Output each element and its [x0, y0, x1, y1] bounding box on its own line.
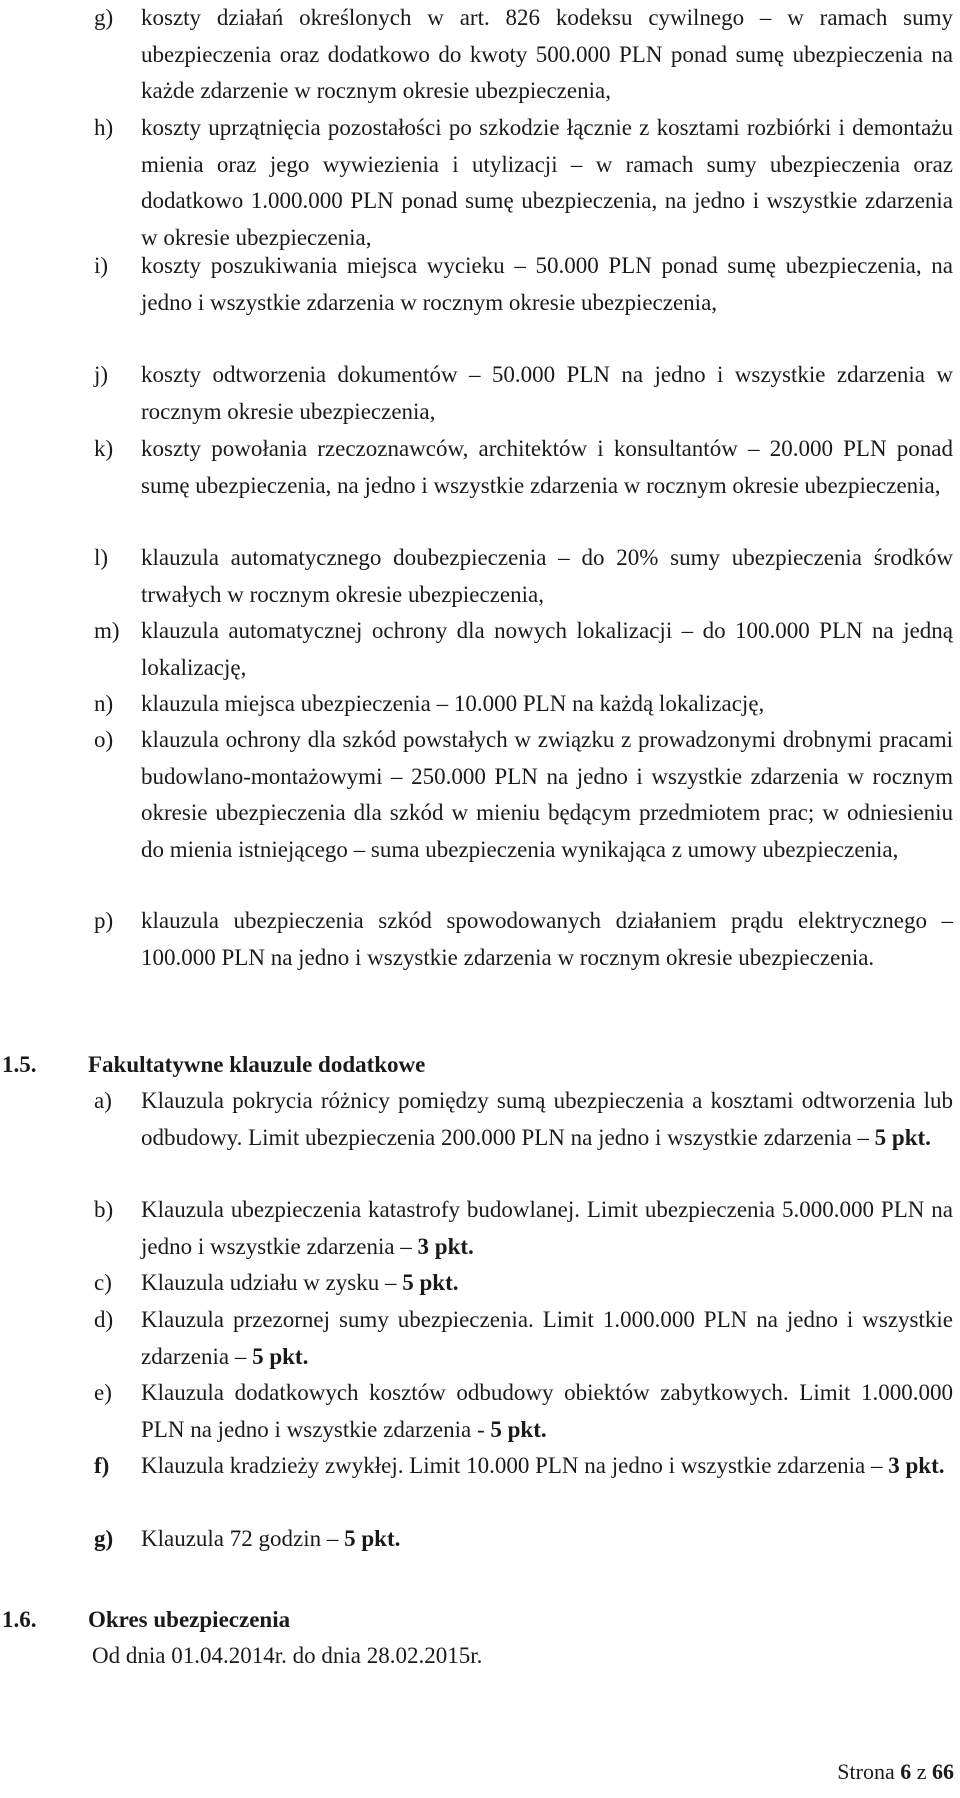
list-item-label: k): [94, 436, 114, 461]
list-item-text: klauzula ochrony dla szkód powstałych w związku z prowadzonymi drobnymi pracami budowlano-montażowymi – 250.000 PLN na jedno i wszystkie zdarzenia w rocznym okresie ubezpieczenia dla szkód w mieniu będącym przedmiotem prac; w odniesieniu do mienia istniejącego – suma ubezpieczenia wynikająca z umowy ubezpieczenia,: [141, 727, 953, 862]
list-item-p: [94, 903, 954, 976]
page-number-footer: Strona 6 z 66: [837, 1759, 954, 1784]
clause-text: Klauzula pokrycia różnicy pomiędzy sumą ubezpieczenia a kosztami odtworzenia lub odbudowy. Limit ubezpieczenia 200.000 PLN na jedno i wszystkie zdarzenia – 5 pkt.: [141, 1088, 953, 1150]
list-item-label: h): [94, 115, 114, 140]
list-item-label: m): [94, 618, 120, 643]
list-item-label: f): [94, 1453, 110, 1478]
list-item-label: p): [94, 908, 114, 933]
list-item-label: g): [94, 1526, 114, 1551]
list-item-i: [94, 248, 954, 321]
clause-text: Klauzula 72 godzin – 5 pkt.: [141, 1526, 401, 1551]
list-item-o: [94, 722, 954, 868]
list-item-label: e): [94, 1380, 112, 1405]
list-item-text: koszty poszukiwania miejsca wycieku – 50.000 PLN ponad sumę ubezpieczenia, na jedno i wszystkie zdarzenia w rocznym okresie ubezpieczenia,: [141, 253, 953, 315]
points-value: 5 pkt.: [490, 1416, 547, 1442]
list-item-g: [94, 0, 954, 110]
points-value: 5 pkt.: [344, 1526, 401, 1551]
clause-item-b: [94, 1192, 954, 1265]
clause-item-c: [94, 1265, 954, 1302]
section-number: 1.5.: [2, 1052, 37, 1077]
list-item-text: koszty odtworzenia dokumentów – 50.000 PLN na jedno i wszystkie zdarzenia w rocznym okresie ubezpieczenia,: [141, 362, 953, 424]
list-item-text: koszty uprzątnięcia pozostałości po szkodzie łącznie z kosztami rozbiórki i demontażu mienia oraz jego wywiezienia i utylizacji – w ramach sumy ubezpieczenia oraz dodatkowo 1.000.000 PLN ponad sumę ubezpieczenia, na jedno i wszystkie zdarzenia w okresie ubezpieczenia,: [141, 115, 953, 250]
points-value: 3 pkt.: [888, 1453, 945, 1478]
section-title: Okres ubezpieczenia: [88, 1607, 291, 1632]
clause-item-g: [94, 1521, 954, 1558]
list-item-n: [94, 686, 954, 723]
clause-item-a: [94, 1083, 954, 1156]
points-value: 3 pkt.: [417, 1233, 474, 1259]
list-item-text: klauzula automatycznego doubezpieczenia – do 20% sumy ubezpieczenia środków trwałych w rocznym okresie ubezpieczenia,: [141, 545, 953, 607]
section-number: 1.6.: [2, 1607, 37, 1632]
list-item-label: g): [94, 5, 114, 30]
list-item-l: [94, 540, 954, 613]
list-item-label: j): [94, 362, 109, 387]
list-item-label: o): [94, 727, 114, 752]
list-item-label: a): [94, 1088, 112, 1113]
list-item-text: klauzula ubezpieczenia szkód spowodowanych działaniem prądu elektrycznego – 100.000 PLN na jedno i wszystkie zdarzenia w rocznym okresie ubezpieczenia.: [141, 908, 953, 970]
insurance-period-text: Od dnia 01.04.2014r. do dnia 28.02.2015r.: [92, 1643, 483, 1668]
list-item-j: [94, 357, 954, 430]
list-item-label: l): [94, 545, 109, 570]
clause-item-d: [94, 1302, 954, 1375]
clause-text: Klauzula kradzieży zwykłej. Limit 10.000 PLN na jedno i wszystkie zdarzenia – 3 pkt.: [141, 1453, 945, 1478]
clause-item-e: [94, 1375, 954, 1448]
section-title: Fakultatywne klauzule dodatkowe: [88, 1052, 426, 1077]
points-value: 5 pkt.: [252, 1343, 309, 1369]
clause-text: Klauzula udziału w zysku – 5 pkt.: [141, 1270, 459, 1295]
list-item-text: klauzula automatycznej ochrony dla nowych lokalizacji – do 100.000 PLN na jedną lokalizację,: [141, 618, 953, 680]
clause-text: Klauzula dodatkowych kosztów odbudowy obiektów zabytkowych. Limit 1.000.000 PLN na jedno i wszystkie zdarzenia - 5 pkt.: [141, 1380, 953, 1442]
list-item-label: n): [94, 691, 114, 716]
list-item-label: b): [94, 1197, 114, 1222]
list-item-label: d): [94, 1307, 114, 1332]
list-item-h: [94, 110, 954, 256]
points-value: 5 pkt.: [874, 1124, 931, 1150]
list-item-label: i): [94, 253, 109, 278]
list-item-text: koszty powołania rzeczoznawców, architektów i konsultantów – 20.000 PLN ponad sumę ubezpieczenia, na jedno i wszystkie zdarzenia w rocznym okresie ubezpieczenia,: [141, 436, 953, 498]
list-item-text: koszty działań określonych w art. 826 kodeksu cywilnego – w ramach sumy ubezpieczenia oraz dodatkowo do kwoty 500.000 PLN ponad sumę ubezpieczenia na każde zdarzenie w rocznym okresie ubezpieczenia,: [141, 5, 953, 103]
list-item-text: klauzula miejsca ubezpieczenia – 10.000 PLN na każdą lokalizację,: [141, 691, 765, 716]
clause-text: Klauzula przezornej sumy ubezpieczenia. Limit 1.000.000 PLN na jedno i wszystkie zdarzenia – 5 pkt.: [141, 1307, 953, 1369]
list-item-label: c): [94, 1270, 112, 1295]
clause-text: Klauzula ubezpieczenia katastrofy budowlanej. Limit ubezpieczenia 5.000.000 PLN na jedno i wszystkie zdarzenia – 3 pkt.: [141, 1197, 953, 1259]
list-item-k: [94, 431, 954, 504]
points-value: 5 pkt.: [402, 1270, 459, 1295]
clause-item-f: [94, 1448, 954, 1485]
list-item-m: [94, 613, 954, 686]
